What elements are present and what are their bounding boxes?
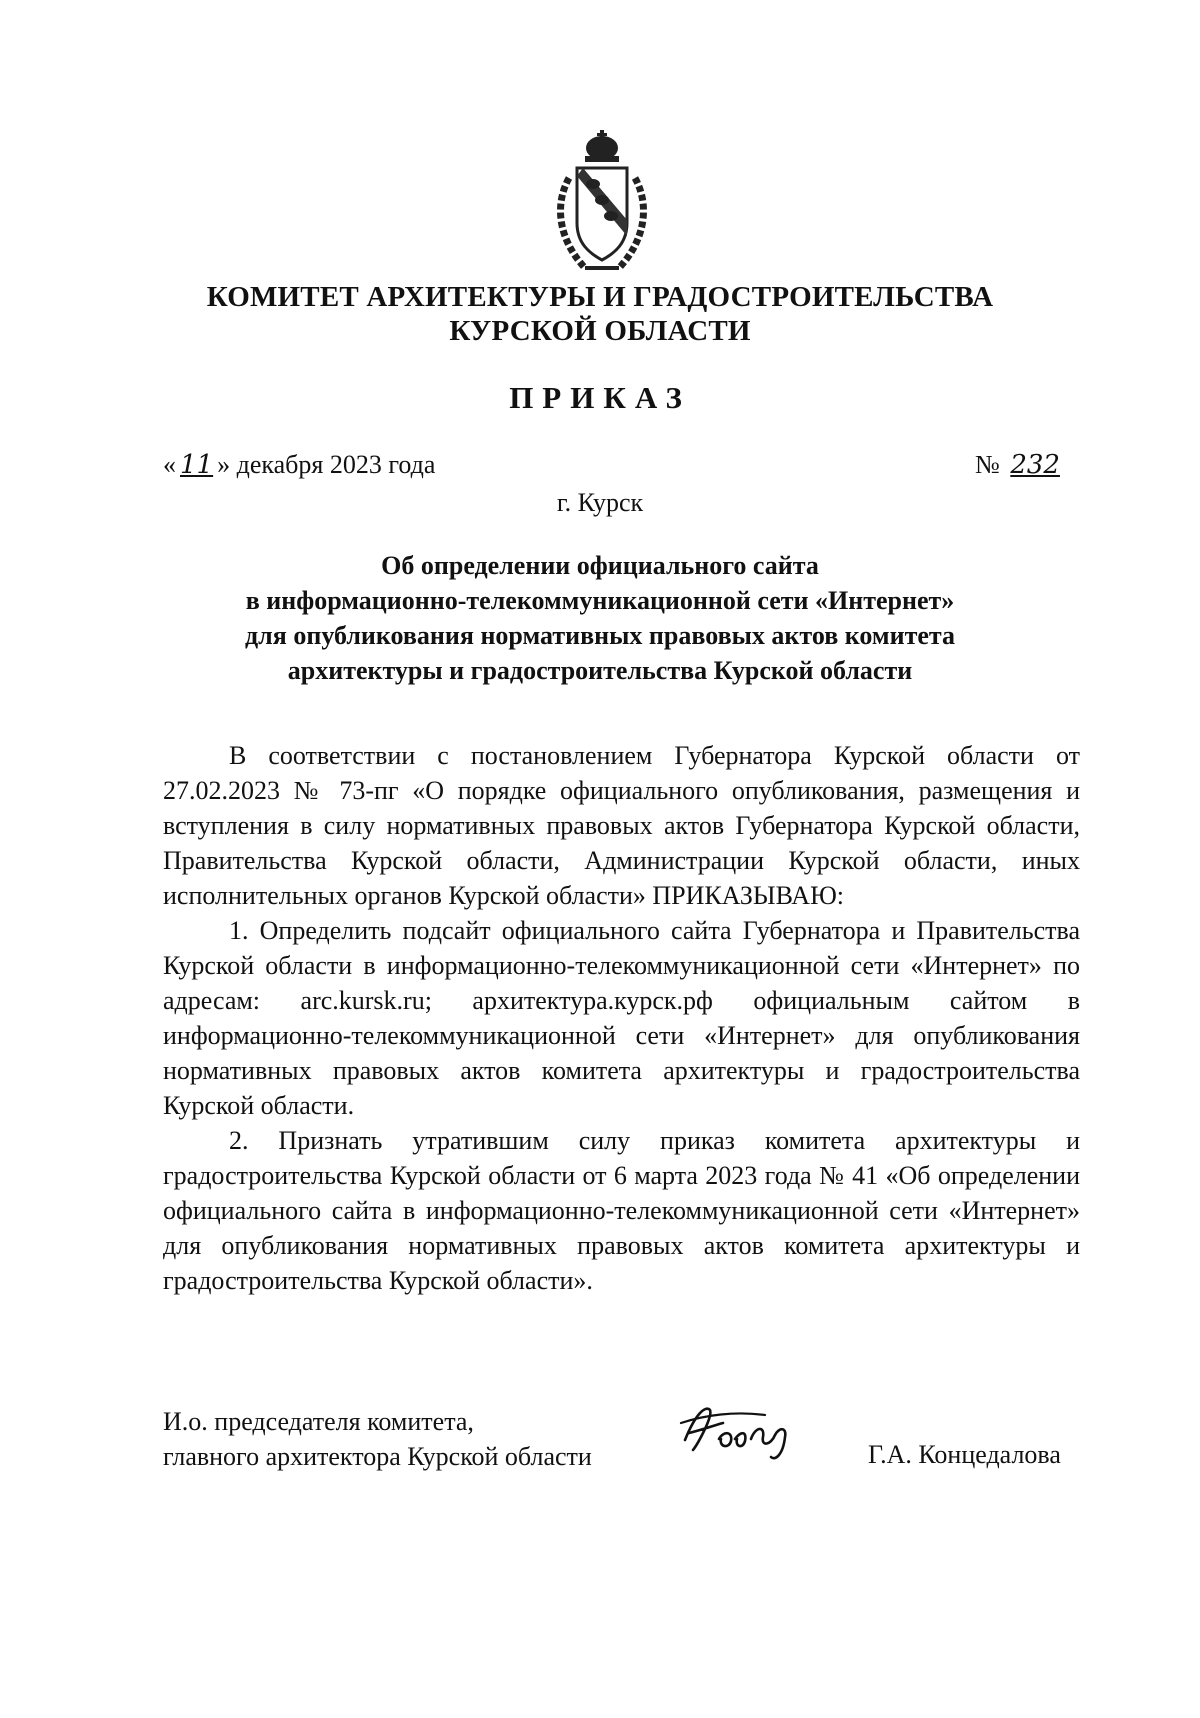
clause-2-paragraph: 2. Признать утратившим силу приказ комитета архитектуры и градостроительства Курской области от 6 марта 2023 года № 41 «Об определении официального сайта в информационно-телекоммуникационной сети «Интернет» для опубликования нормативных правовых актов комитета архитектуры и градостроительства Курской области». xyxy=(163,1126,1080,1295)
organization-region: КУРСКОЙ ОБЛАСТИ xyxy=(449,315,751,347)
date-rest: » декабря 2023 года xyxy=(217,450,436,479)
signatory-name: Г.А. Концедалова xyxy=(868,1440,1061,1469)
date-open-quote: « xyxy=(163,450,176,479)
subject-line: Об определении официального сайта xyxy=(381,551,819,580)
position-line: И.о. председателя комитета, xyxy=(163,1407,474,1436)
date-day: 11 xyxy=(180,450,214,480)
order-number xyxy=(975,450,1064,480)
document-type: ПРИКАЗ xyxy=(509,380,691,415)
organization-name: КОМИТЕТ АРХИТЕКТУРЫ И ГРАДОСТРОИТЕЛЬСТВА xyxy=(206,281,994,313)
position-line: главного архитектора Курской области xyxy=(163,1442,592,1471)
number-label: № xyxy=(975,450,1000,479)
order-date xyxy=(163,450,435,480)
signatory-position xyxy=(163,1404,592,1474)
number-value: 232 xyxy=(1010,450,1060,480)
subject-line: архитектуры и градостроительства Курской области xyxy=(287,656,913,685)
city: г. Курск xyxy=(556,488,644,517)
clause-1-paragraph: 1. Определить подсайт официального сайта Губернатора и Правительства Курской области в информационно-телекоммуникационной сети «Интернет» по адресам: arc.kursk.ru; архитектура.курск.рф официальным сайтом в информационно-телекоммуникационной сети «Интернет» для опубликования нормативных правовых актов комитета архитектуры и градостроительства Курской области. xyxy=(163,916,1080,1120)
handwritten-signature-icon xyxy=(675,1395,820,1465)
kursk-coat-of-arms-icon xyxy=(547,128,657,278)
subject-line: для опубликования нормативных правовых актов комитета xyxy=(245,621,955,650)
preamble-paragraph: В соответствии с постановлением Губернатора Курской области от 27.02.2023 № 73-пг «О порядке официального опубликования, размещения и вступления в силу нормативных правовых актов Губернатора Курской области, Правительства Курской области, Администрации Курской области, иных исполнительных органов Курской области» ПРИКАЗЫВАЮ: xyxy=(163,741,1080,910)
subject-line: в информационно-телекоммуникационной сети «Интернет» xyxy=(245,586,955,615)
order-subject xyxy=(150,548,1050,688)
